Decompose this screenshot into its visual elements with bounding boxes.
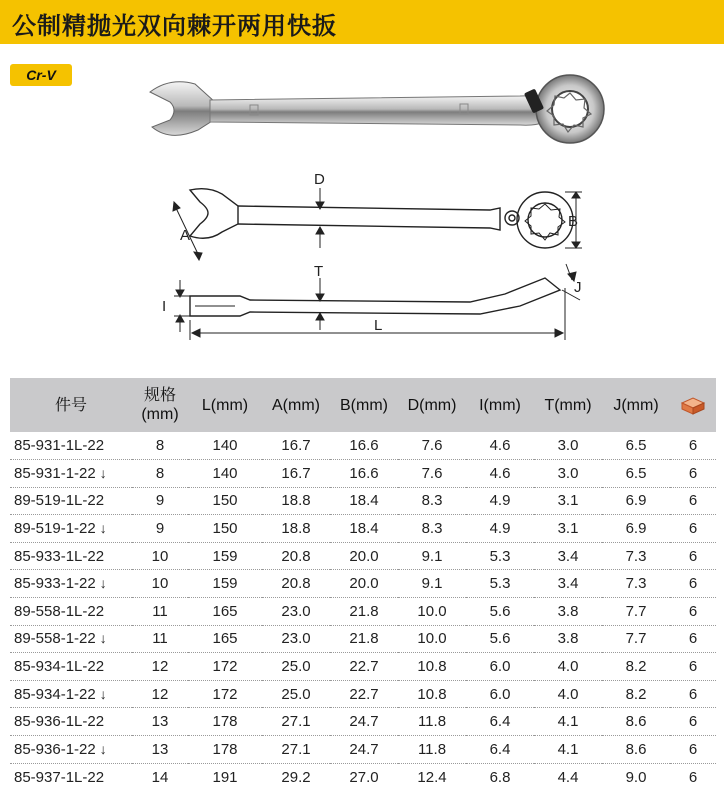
label-I: I [162, 298, 167, 315]
table-row [10, 736, 716, 764]
box-icon [680, 395, 706, 415]
cell-t: 4.1 [557, 740, 579, 758]
cell-j: 8.6 [625, 740, 647, 758]
col-header-spec-text: 规格 (mm) [141, 387, 179, 423]
cell-b: 18.4 [349, 492, 379, 510]
cell-l: 191 [212, 768, 238, 786]
cell-code [10, 515, 132, 543]
cell-code [10, 653, 132, 681]
cell-a: 20.8 [281, 547, 311, 565]
cell-l: 159 [212, 547, 238, 565]
cell-d: 10.8 [417, 685, 447, 703]
part-number: 85-933-1-22 [14, 575, 96, 593]
cell-i: 5.3 [489, 547, 511, 565]
cell-qty: 6 [688, 740, 698, 758]
table-row [10, 487, 716, 515]
down-arrow-icon: ↓ [99, 464, 107, 481]
cell-j: 8.6 [625, 713, 647, 731]
cell-b: 20.0 [349, 547, 379, 565]
cell-t: 3.0 [557, 437, 579, 455]
cell-spec: 9 [155, 492, 165, 510]
cell-a: 25.0 [281, 685, 311, 703]
cell-qty: 6 [688, 520, 698, 538]
cell-j: 8.2 [625, 658, 647, 676]
part-number: 85-937-1L-22 [14, 768, 105, 786]
label-D: D [314, 171, 325, 188]
cell-qty: 6 [688, 713, 698, 731]
col-header-T: T(mm) [544, 396, 592, 414]
cell-qty: 6 [688, 547, 698, 565]
cell-j: 6.9 [625, 520, 647, 538]
dimension-diagram [150, 168, 600, 350]
cell-qty: 6 [688, 575, 698, 593]
cell-d: 8.3 [421, 492, 443, 510]
part-number: 89-519-1-22 [14, 520, 96, 538]
col-header-code: 件号 [54, 396, 87, 414]
cell-i: 6.8 [489, 768, 511, 786]
cell-d: 9.1 [421, 547, 443, 565]
cell-d: 12.4 [417, 768, 447, 786]
table-header-row [10, 378, 716, 432]
cell-code [10, 432, 132, 460]
cell-d: 10.0 [417, 630, 447, 648]
cell-spec: 10 [151, 575, 169, 593]
cell-b: 21.8 [349, 630, 379, 648]
table-row [10, 515, 716, 543]
cell-l: 159 [212, 575, 238, 593]
cell-code [10, 487, 132, 515]
cell-spec: 13 [151, 713, 169, 731]
table-row [10, 708, 716, 736]
cell-l: 172 [212, 685, 238, 703]
label-T: T [314, 263, 324, 280]
cell-spec: 14 [151, 768, 169, 786]
cell-code [10, 736, 132, 764]
cell-code [10, 625, 132, 653]
cell-i: 6.0 [489, 685, 511, 703]
table-row [10, 570, 716, 598]
cell-l: 140 [212, 437, 238, 455]
label-B: B [568, 213, 579, 230]
cell-i: 4.9 [489, 520, 511, 538]
part-number: 85-931-1L-22 [14, 437, 105, 455]
cell-a: 27.1 [281, 713, 311, 731]
cell-d: 10.0 [417, 602, 447, 620]
cell-j: 7.7 [625, 602, 647, 620]
cell-b: 24.7 [349, 713, 379, 731]
cell-t: 3.8 [557, 602, 579, 620]
cell-code [10, 708, 132, 736]
cell-b: 22.7 [349, 685, 379, 703]
label-J: J [574, 279, 582, 296]
cell-i: 5.6 [489, 630, 511, 648]
cell-d: 11.8 [417, 713, 447, 731]
cell-code [10, 598, 132, 626]
material-badge: Cr-V [10, 64, 72, 86]
cell-qty: 6 [688, 437, 698, 455]
part-number: 85-933-1L-22 [14, 547, 105, 565]
cell-i: 6.0 [489, 658, 511, 676]
cell-j: 7.3 [625, 575, 647, 593]
cell-j: 9.0 [625, 768, 647, 786]
cell-t: 3.1 [557, 492, 579, 510]
cell-l: 150 [212, 520, 238, 538]
cell-i: 5.3 [489, 575, 511, 593]
cell-d: 10.8 [417, 658, 447, 676]
cell-l: 165 [212, 602, 238, 620]
cell-j: 7.7 [625, 630, 647, 648]
table-row [10, 680, 716, 708]
col-header-D: D(mm) [407, 396, 457, 414]
cell-spec: 11 [152, 602, 168, 620]
cell-b: 20.0 [349, 575, 379, 593]
cell-b: 16.6 [349, 464, 379, 482]
cell-l: 150 [212, 492, 238, 510]
cell-spec: 10 [151, 547, 169, 565]
cell-spec: 11 [152, 630, 168, 648]
cell-qty: 6 [688, 630, 698, 648]
cell-code [10, 542, 132, 570]
label-A: A [180, 227, 191, 244]
page-title: 公制精抛光双向棘开两用快扳 [12, 12, 337, 40]
cell-b: 18.4 [349, 520, 379, 538]
cell-t: 4.4 [557, 768, 579, 786]
cell-a: 16.7 [281, 464, 311, 482]
cell-qty: 6 [688, 685, 698, 703]
title-bar [0, 0, 724, 44]
part-number: 85-934-1L-22 [14, 658, 105, 676]
cell-l: 172 [212, 658, 238, 676]
cell-i: 6.4 [489, 713, 511, 731]
cell-d: 11.8 [417, 740, 447, 758]
cell-i: 5.6 [489, 602, 511, 620]
cell-code [10, 680, 132, 708]
cell-d: 8.3 [421, 520, 443, 538]
col-header-I: I(mm) [479, 396, 521, 414]
cell-a: 18.8 [281, 520, 311, 538]
cell-b: 27.0 [349, 768, 379, 786]
cell-a: 20.8 [281, 575, 311, 593]
table-row [10, 460, 716, 488]
cell-spec: 8 [155, 437, 165, 455]
part-number: 89-558-1L-22 [14, 602, 105, 620]
cell-t: 3.0 [557, 464, 579, 482]
cell-l: 165 [212, 630, 238, 648]
cell-a: 27.1 [281, 740, 311, 758]
cell-j: 6.5 [625, 437, 647, 455]
cell-a: 29.2 [281, 768, 311, 786]
wrench-photo [140, 72, 620, 162]
cell-qty: 6 [688, 492, 698, 510]
table-row [10, 432, 716, 460]
cell-i: 4.6 [489, 464, 511, 482]
part-number: 85-936-1L-22 [14, 713, 105, 731]
cell-l: 178 [212, 713, 238, 731]
cell-j: 8.2 [625, 685, 647, 703]
col-header-J: J(mm) [613, 396, 659, 414]
cell-a: 23.0 [281, 630, 311, 648]
down-arrow-icon: ↓ [99, 740, 107, 757]
cell-d: 7.6 [421, 437, 443, 455]
table-row [10, 653, 716, 681]
cell-qty: 6 [688, 602, 698, 620]
label-L: L [374, 317, 383, 334]
cell-spec: 8 [155, 464, 165, 482]
cell-j: 6.9 [625, 492, 647, 510]
cell-a: 16.7 [281, 437, 311, 455]
col-header-L: L(mm) [201, 396, 249, 414]
cell-code [10, 460, 132, 488]
cell-t: 3.1 [557, 520, 579, 538]
col-header-A: A(mm) [272, 396, 320, 414]
part-number: 85-934-1-22 [14, 685, 96, 703]
cell-b: 21.8 [349, 602, 379, 620]
cell-l: 178 [212, 740, 238, 758]
spec-table [10, 378, 716, 791]
cell-qty: 6 [688, 464, 698, 482]
cell-t: 4.1 [557, 713, 579, 731]
cell-i: 4.9 [489, 492, 511, 510]
cell-a: 25.0 [281, 658, 311, 676]
cell-t: 3.4 [557, 547, 579, 565]
part-number: 85-931-1-22 [14, 464, 96, 482]
cell-qty: 6 [688, 768, 698, 786]
cell-t: 4.0 [557, 658, 579, 676]
down-arrow-icon: ↓ [99, 575, 107, 592]
down-arrow-icon: ↓ [99, 685, 107, 702]
cell-b: 22.7 [349, 658, 379, 676]
cell-b: 24.7 [349, 740, 379, 758]
cell-i: 6.4 [489, 740, 511, 758]
table-body [10, 432, 716, 791]
cell-t: 3.4 [557, 575, 579, 593]
part-number: 85-936-1-22 [14, 740, 96, 758]
cell-j: 7.3 [625, 547, 647, 565]
cell-code [10, 763, 132, 791]
cell-i: 4.6 [489, 437, 511, 455]
table-row [10, 542, 716, 570]
col-header-spec [132, 378, 188, 432]
cell-spec: 9 [155, 520, 165, 538]
cell-d: 9.1 [421, 575, 443, 593]
cell-d: 7.6 [421, 464, 443, 482]
cell-spec: 13 [151, 740, 169, 758]
down-arrow-icon: ↓ [99, 630, 107, 647]
table-row [10, 598, 716, 626]
table-row [10, 625, 716, 653]
cell-l: 140 [212, 464, 238, 482]
cell-a: 18.8 [281, 492, 311, 510]
cell-a: 23.0 [281, 602, 311, 620]
cell-b: 16.6 [349, 437, 379, 455]
cell-t: 3.8 [557, 630, 579, 648]
cell-t: 4.0 [557, 685, 579, 703]
part-number: 89-558-1-22 [14, 630, 96, 648]
cell-j: 6.5 [625, 464, 647, 482]
down-arrow-icon: ↓ [99, 520, 107, 537]
cell-code [10, 570, 132, 598]
col-header-B: B(mm) [340, 396, 388, 414]
col-header-qty [670, 378, 716, 432]
part-number: 89-519-1L-22 [14, 492, 105, 510]
cell-spec: 12 [151, 658, 169, 676]
cell-spec: 12 [151, 685, 169, 703]
cell-qty: 6 [688, 658, 698, 676]
table-row [10, 763, 716, 791]
